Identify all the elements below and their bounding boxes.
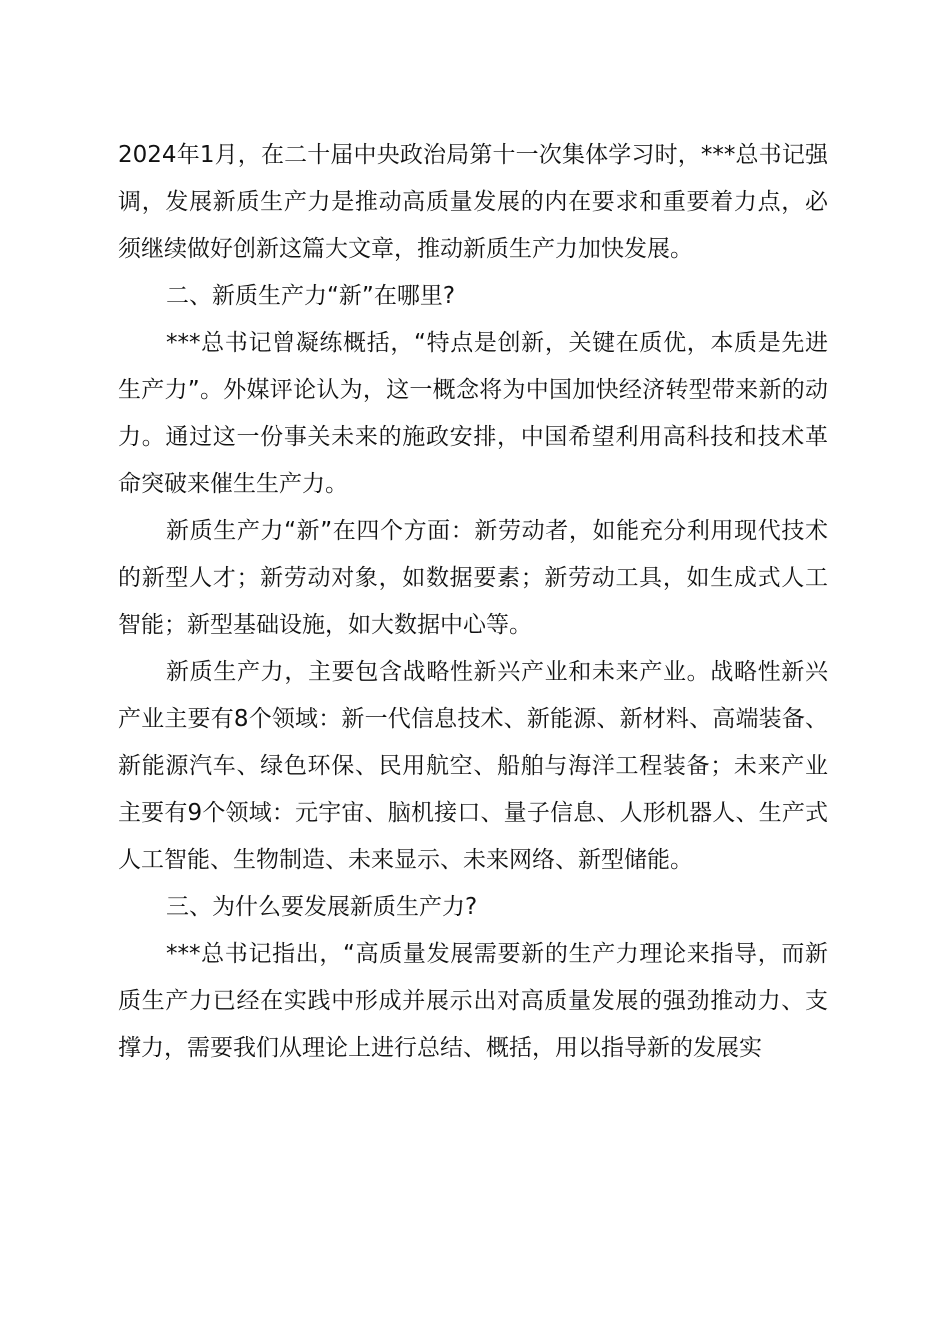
- paragraph-quote: ***总书记指出，“高质量发展需要新的生产力理论来指导，而新质生产力已经在实践中形成并展示出对高质量发展的强劲推动力、支撑力，需要我们从理论上进行总结、概括，用以指导新的发展实: [118, 941, 828, 1061]
- section-heading-three: 三、为什么要发展新质生产力?: [166, 894, 478, 920]
- paragraph-summary: ***总书记曾凝练概括，“特点是创新，关键在质优，本质是先进生产力”。外媒评论认为，这一概念将为中国加快经济转型带来新的动力。通过这一份事关未来的施政安排，中国希望利用高科技和技术革命突破来催生生产力。: [118, 330, 828, 497]
- section-heading-two: 二、新质生产力“新”在哪里?: [166, 283, 456, 309]
- document-body: [118, 132, 828, 1072]
- paragraph-intro: 2024年1月，在二十届中央政治局第十一次集体学习时，***总书记强调，发展新质生产力是推动高质量发展的内在要求和重要着力点，必须继续做好创新这篇大文章，推动新质生产力加快发展。: [118, 142, 828, 262]
- paragraph-industries: 新质生产力，主要包含战略性新兴产业和未来产业。战略性新兴产业主要有8个领域：新一代信息技术、新能源、新材料、高端装备、新能源汽车、绿色环保、民用航空、船舶与海洋工程装备；未来产业主要有9个领域：元宇宙、脑机接口、量子信息、人形机器人、生产式人工智能、生物制造、未来显示、未来网络、新型储能。: [118, 659, 828, 873]
- paragraph-four-aspects: 新质生产力“新”在四个方面：新劳动者，如能充分利用现代技术的新型人才；新劳动对象，如数据要素；新劳动工具，如生成式人工智能；新型基础设施，如大数据中心等。: [118, 518, 828, 638]
